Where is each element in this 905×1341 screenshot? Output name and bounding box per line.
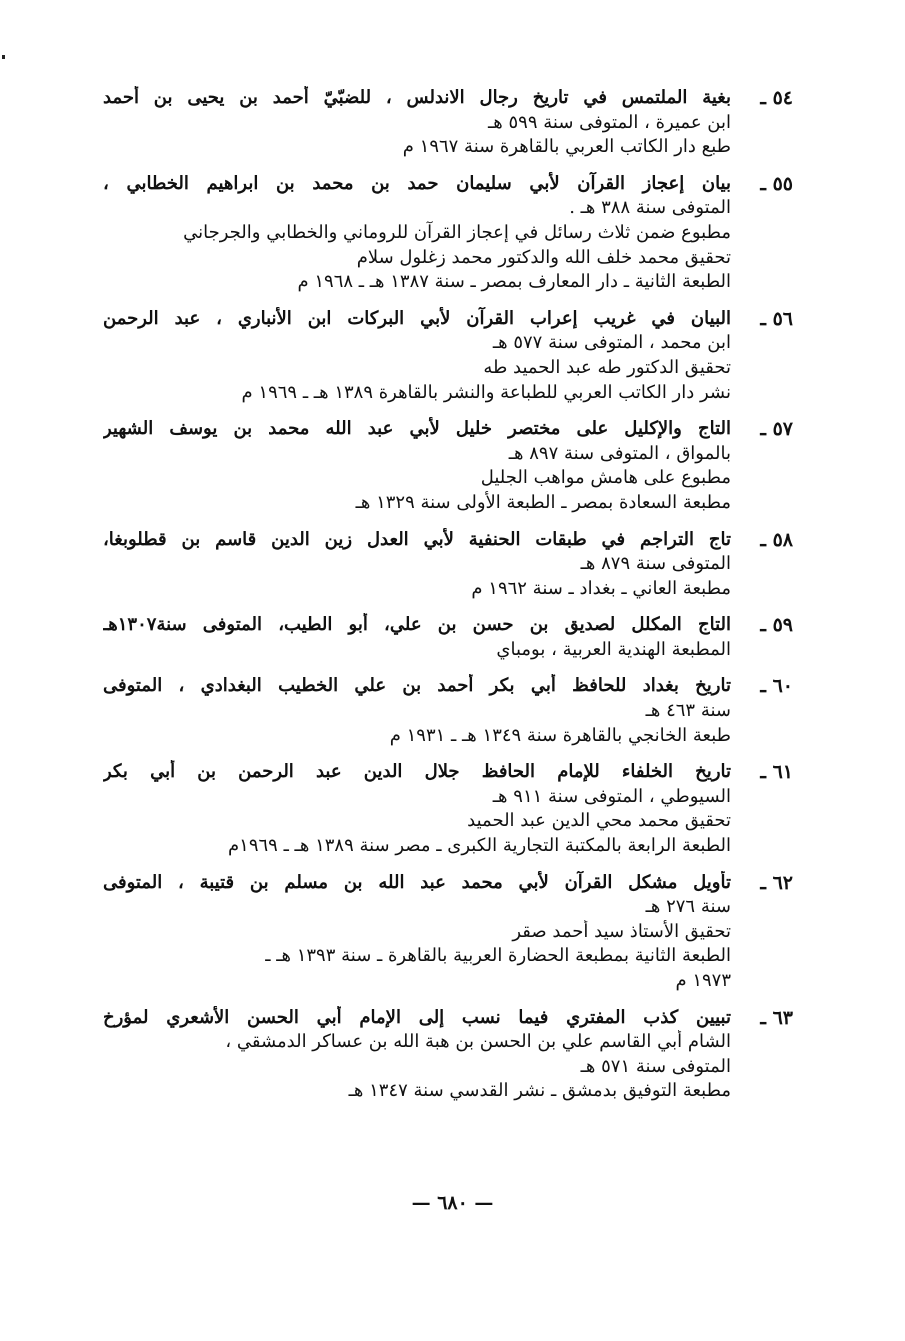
entry-line: تحقيق الدكتور طه عبد الحميد طه bbox=[483, 356, 731, 378]
entry-line: طبعة الخانجي بالقاهرة سنة ١٣٤٩ هـ ـ ١٩٣١ م bbox=[389, 724, 731, 746]
entry-line: بيان إعجاز القرآن لأبي سليمان حمد بن محمد بن ابراهيم الخطابي ، bbox=[103, 172, 731, 194]
entry-line: مطبعة العاني ـ بغداد ـ سنة ١٩٦٢ م bbox=[471, 577, 731, 599]
page-number: — ٦٨٠ — bbox=[411, 1192, 494, 1214]
entry-number: ٦٣ ـ bbox=[760, 1006, 793, 1029]
entry-text bbox=[103, 307, 731, 405]
entry-text bbox=[103, 172, 731, 295]
entry-line: المتوفى سنة ٥٧١ هـ bbox=[580, 1055, 731, 1077]
entry-58 bbox=[103, 528, 793, 602]
entry-line: المتوفى سنة ٨٧٩ هـ bbox=[580, 553, 731, 575]
entry-63 bbox=[103, 1006, 793, 1104]
entry-line: تبيين كذب المفتري فيما نسب إلى الإمام أبي الحسن الأشعري لمؤرخ bbox=[103, 1006, 731, 1028]
entry-text bbox=[103, 613, 731, 662]
entry-line: الشام أبي القاسم علي بن الحسن بن هبة الله بن عساكر الدمشقي ، bbox=[225, 1031, 731, 1053]
entry-text bbox=[103, 760, 731, 858]
entry-line: التاج المكلل لصديق بن حسن بن علي، أبو الطيب، المتوفى سنة١٣٠٧هـ bbox=[103, 614, 731, 636]
entry-text bbox=[103, 1006, 731, 1104]
entry-line: مطبعة التوفيق بدمشق ـ نشر القدسي سنة ١٣٤٧ هـ bbox=[348, 1080, 731, 1102]
entry-line: سنة ٢٧٦ هـ bbox=[645, 896, 731, 918]
entry-number: ٦١ ـ bbox=[760, 761, 793, 784]
bibliography-list bbox=[103, 86, 793, 1116]
entry-number: ٥٧ ـ bbox=[760, 418, 793, 441]
entry-60 bbox=[103, 674, 793, 748]
entry-line: تاريخ الخلفاء للإمام الحافظ جلال الدين عبد الرحمن بن أبي بكر bbox=[103, 761, 731, 783]
entry-line: تحقيق محمد محي الدين عبد الحميد bbox=[467, 810, 731, 832]
entry-line: نشر دار الكاتب العربي للطباعة والنشر بالقاهرة ١٣٨٩ هـ ـ ١٩٦٩ م bbox=[241, 381, 731, 403]
entry-61 bbox=[103, 760, 793, 858]
entry-line: المتوفى سنة ٣٨٨ هـ . bbox=[569, 197, 731, 219]
entry-text bbox=[103, 417, 731, 515]
entry-line: التاج والإكليل على مختصر خليل لأبي عبد الله محمد بن يوسف الشهير bbox=[103, 418, 731, 440]
entry-line: تاريخ بغداد للحافظ أبي بكر أحمد بن علي الخطيب البغدادي ، المتوفى bbox=[103, 675, 731, 697]
entry-line: السيوطي ، المتوفى سنة ٩١١ هـ bbox=[492, 785, 731, 807]
entry-line: الطبعة الرابعة بالمكتبة التجارية الكبرى ـ مصر سنة ١٣٨٩ هـ ـ ١٩٦٩م bbox=[228, 835, 731, 857]
entry-text bbox=[103, 528, 731, 602]
entry-line: تحقيق الأستاذ سيد أحمد صقر bbox=[512, 920, 731, 942]
entry-line: مطبوع على هامش مواهب الجليل bbox=[480, 467, 731, 489]
entry-text bbox=[103, 871, 731, 994]
entry-line: البيان في غريب إعراب القرآن لأبي البركات ابن الأنباري ، عبد الرحمن bbox=[103, 307, 731, 329]
entry-number: ٥٦ ـ bbox=[760, 307, 793, 330]
entry-54 bbox=[103, 86, 793, 160]
entry-line: ابن محمد ، المتوفى سنة ٥٧٧ هـ bbox=[492, 332, 731, 354]
entry-number: ٥٨ ـ bbox=[760, 528, 793, 551]
scan-mark bbox=[2, 55, 5, 59]
entry-line: الطبعة الثانية بمطبعة الحضارة العربية بالقاهرة ـ سنة ١٣٩٣ هـ ـ bbox=[265, 945, 731, 967]
entry-62 bbox=[103, 871, 793, 994]
entry-number: ٥٩ ـ bbox=[760, 614, 793, 637]
entry-line: تأويل مشكل القرآن لأبي محمد عبد الله بن مسلم بن قتيبة ، المتوفى bbox=[103, 871, 731, 893]
entry-line: بالمواق ، المتوفى سنة ٨٩٧ هـ bbox=[508, 442, 731, 464]
entry-59 bbox=[103, 613, 793, 662]
entry-55 bbox=[103, 172, 793, 295]
entry-number: ٥٤ ـ bbox=[760, 87, 793, 109]
entry-number: ٦٠ ـ bbox=[760, 675, 793, 698]
entry-line: الطبعة الثانية ـ دار المعارف بمصر ـ سنة ١٣٨٧ هـ ـ ١٩٦٨ م bbox=[297, 271, 731, 293]
entry-line: ابن عميرة ، المتوفى سنة ٥٩٩ هـ bbox=[488, 111, 731, 133]
entry-number: ٦٢ ـ bbox=[760, 871, 793, 894]
entry-line: تاج التراجم في طبقات الحنفية لأبي العدل زين الدين قاسم بن قطلوبغا، bbox=[103, 528, 731, 550]
entry-56 bbox=[103, 307, 793, 405]
entry-57 bbox=[103, 417, 793, 515]
entry-text bbox=[103, 86, 731, 160]
entry-line: مطبعة السعادة بمصر ـ الطبعة الأولى سنة ١٣٢٩ هـ bbox=[355, 491, 731, 513]
entry-line: تحقيق محمد خلف الله والدكتور محمد زغلول سلام bbox=[356, 246, 731, 268]
entry-line: بغية الملتمس في تاريخ رجال الاندلس ، للضبّيّ أحمد بن يحيى بن أحمد bbox=[103, 87, 731, 108]
entry-line: سنة ٤٦٣ هـ bbox=[645, 700, 731, 722]
entry-line: ١٩٧٣ م bbox=[675, 970, 731, 991]
entry-line: مطبوع ضمن ثلاث رسائل في إعجاز القرآن للروماني والخطابي والجرجاني bbox=[183, 221, 731, 243]
entry-text bbox=[103, 674, 731, 748]
entry-line: المطبعة الهندية العربية ، بومباي bbox=[496, 638, 731, 660]
entry-line: طبع دار الكاتب العربي بالقاهرة سنة ١٩٦٧ م bbox=[402, 136, 731, 158]
entry-number: ٥٥ ـ bbox=[760, 172, 793, 195]
